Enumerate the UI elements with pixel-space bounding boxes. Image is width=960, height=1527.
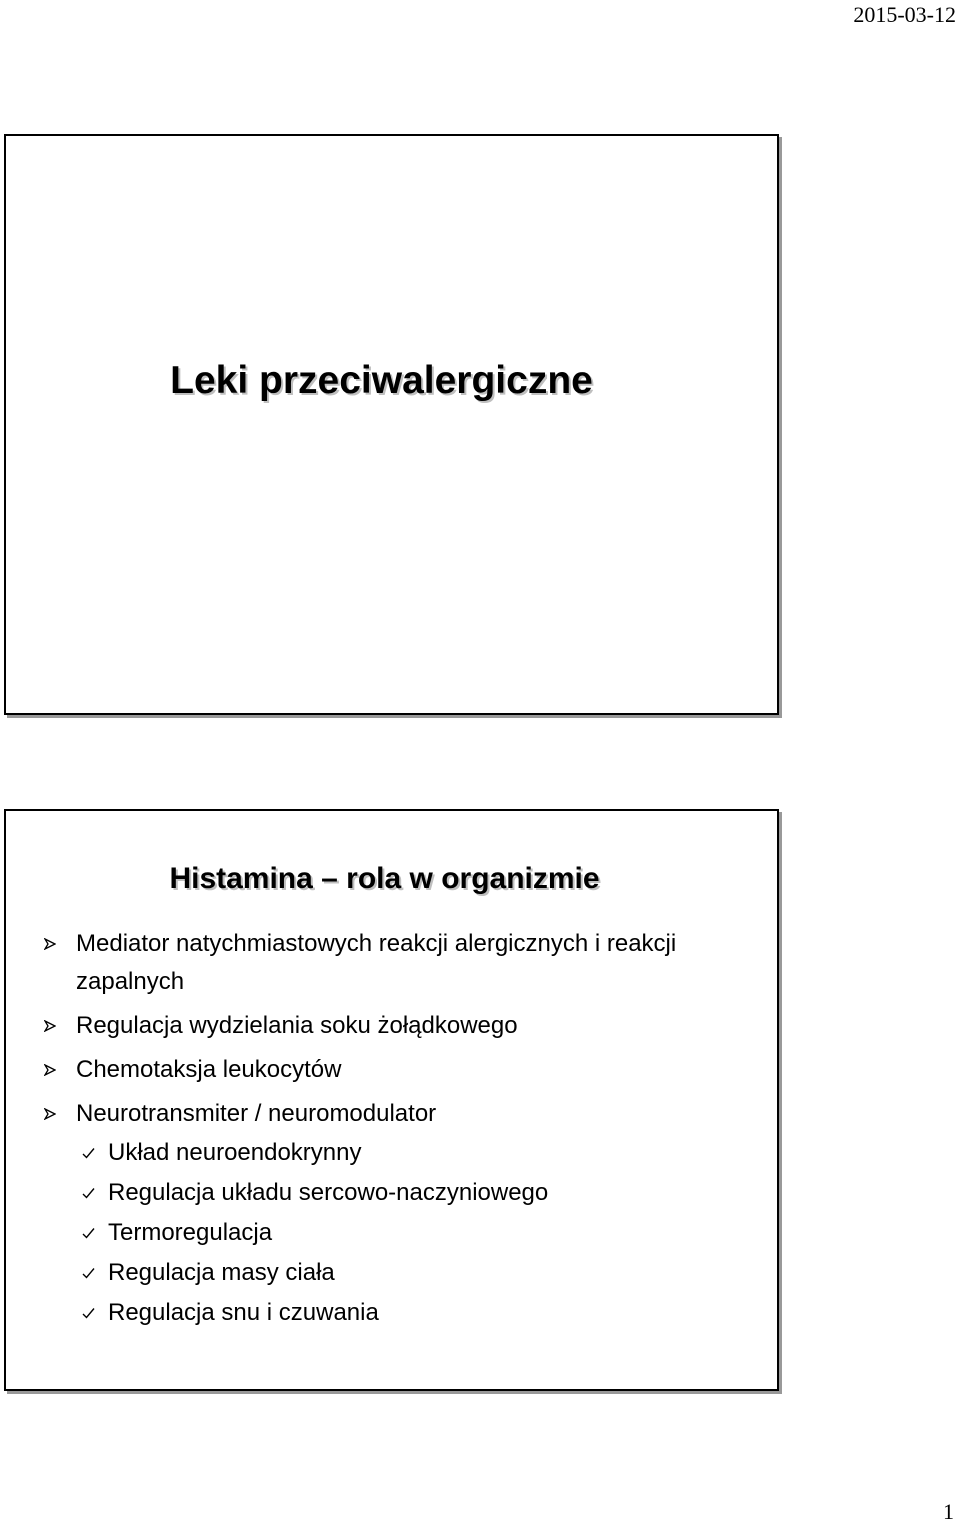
checkmark-icon [82, 1133, 98, 1173]
checkmark-icon [82, 1253, 98, 1293]
arrowhead-bullet-icon [44, 1095, 60, 1133]
list-item [76, 1253, 737, 1293]
slide-1 [4, 134, 779, 715]
checkmark-icon [82, 1173, 98, 1213]
bullet-text: Chemotaksja leukocytów [76, 1056, 342, 1083]
sub-bullet-text: Regulacja snu i czuwania [108, 1299, 379, 1326]
bullet-text: Neurotransmiter / neuromodulator [76, 1100, 437, 1127]
list-item [44, 1051, 737, 1089]
list-item [76, 1133, 737, 1173]
sub-bullet-text: Regulacja masy ciała [108, 1259, 335, 1286]
page-date: 2015-03-12 [853, 2, 956, 27]
checkmark-icon [82, 1293, 98, 1333]
checkmark-icon [82, 1213, 98, 1253]
sub-bullet-list [76, 1133, 737, 1333]
bullet-text: Regulacja wydzielania soku żołądkowego [76, 1012, 518, 1039]
slide-2 [4, 809, 779, 1391]
bullet-text: Mediator natychmiastowych reakcji alergicznych i reakcji zapalnych [76, 930, 677, 995]
list-item [44, 1007, 737, 1045]
arrowhead-bullet-icon [44, 1007, 60, 1045]
page-number: 1 [943, 1499, 954, 1524]
list-item [44, 925, 737, 1001]
sub-bullet-text: Układ neuroendokrynny [108, 1139, 362, 1166]
arrowhead-bullet-icon [44, 1051, 60, 1089]
slide-title: Leki przeciwalergiczne [170, 359, 593, 402]
list-item [76, 1213, 737, 1253]
list-item [44, 1095, 737, 1333]
list-item [76, 1293, 737, 1333]
arrowhead-bullet-icon [44, 925, 60, 963]
bullet-list [44, 925, 737, 1339]
list-item [76, 1173, 737, 1213]
slide-title: Histamina – rola w organizmie [169, 862, 600, 895]
sub-bullet-text: Termoregulacja [108, 1219, 273, 1246]
sub-bullet-text: Regulacja układu sercowo-naczyniowego [108, 1179, 549, 1206]
